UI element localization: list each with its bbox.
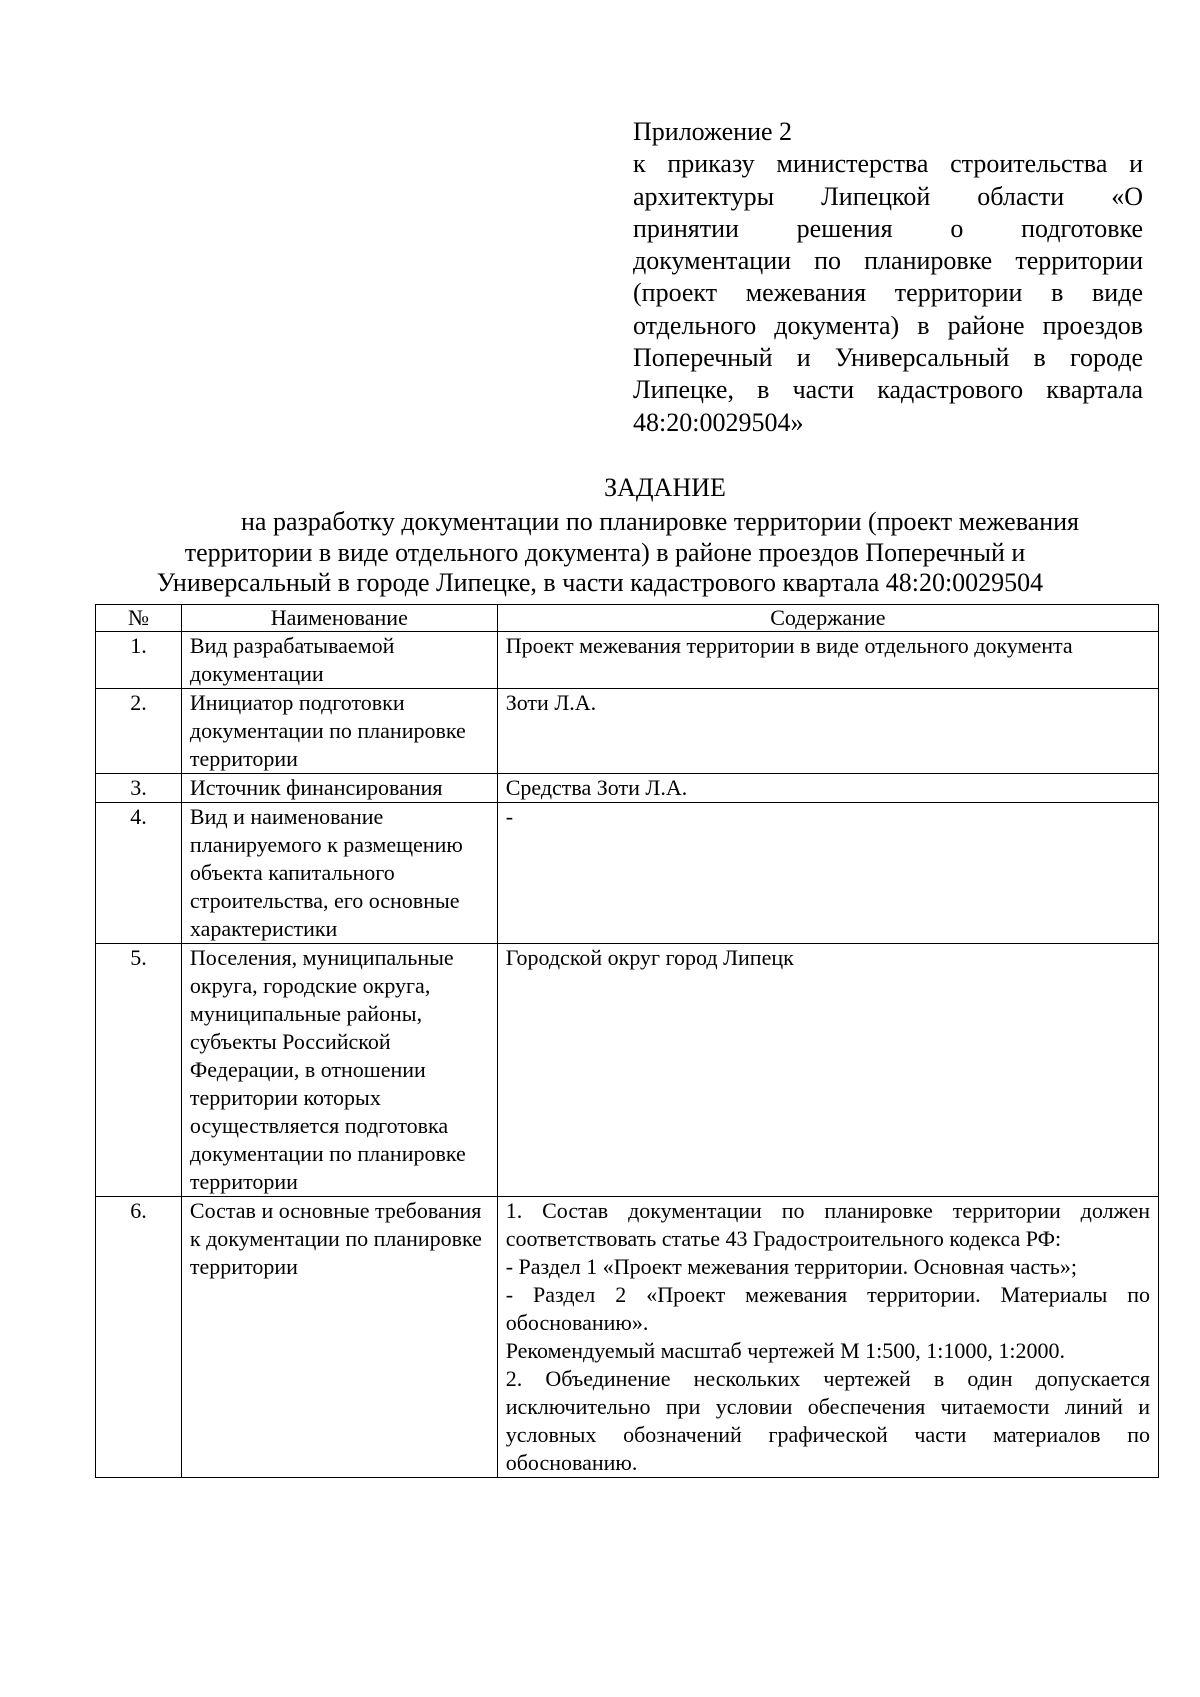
appendix-line: документации по планировке территории [633, 246, 1143, 276]
content-paragraph: Проект межевания территории в виде отдельного документа [505, 633, 1073, 658]
row-content [497, 632, 1158, 689]
row-content [497, 803, 1158, 944]
table-row [96, 944, 1159, 1197]
table-row [96, 689, 1159, 774]
document-title: ЗАДАНИЕ [604, 473, 726, 502]
header-name: Наименование [181, 605, 497, 632]
appendix-line: Поперечный и Универсальный в городе [633, 343, 1143, 373]
subtitle-line: территории в виде отдельного документа) в районе проездов Поперечный и [184, 537, 1026, 567]
row-content [497, 944, 1158, 1197]
appendix-header [633, 116, 1143, 439]
row-name: Поселения, муниципальные округа, городские округа, муниципальные районы, субъекты Российской Федерации, в отношении территории которых осуществляется подготовка документации по планировке территории [181, 944, 497, 1197]
appendix-line: принятии решения о подготовке [633, 213, 1143, 243]
table-row [96, 632, 1159, 689]
row-number: 2. [96, 689, 182, 774]
row-name: Вид и наименование планируемого к размещению объекта капитального строительства, его основные характеристики [181, 803, 497, 944]
row-number: 4. [96, 803, 182, 944]
row-content [497, 1197, 1158, 1478]
content-paragraph: 2. Объединение нескольких чертежей в один допускается исключительно при условии обеспечения читаемости линий и условных обозначений графической части материалов по обоснованию. [505, 1366, 1150, 1475]
appendix-line: (проект межевания территории в виде [633, 278, 1143, 308]
appendix-line: 48:20:0029504» [633, 407, 804, 437]
row-name: Вид разрабатываемой документации [181, 632, 497, 689]
row-name: Состав и основные требования к документации по планировке территории [181, 1197, 497, 1478]
content-paragraph: Зоти Л.А. [505, 690, 597, 715]
appendix-line: отдельного документа) в районе проездов [633, 310, 1143, 340]
row-number: 6. [96, 1197, 182, 1478]
document-subtitle [0, 507, 1200, 599]
content-paragraph: Городской округ город Липецк [505, 945, 794, 970]
appendix-line: к приказу министерства строительства и [633, 149, 1143, 179]
appendix-line: Приложение 2 [633, 117, 793, 146]
table-header-row [96, 605, 1159, 632]
table-row [96, 774, 1159, 803]
content-paragraph: - Раздел 2 «Проект межевания территории. Материалы по обоснованию». [505, 1282, 1150, 1335]
row-content [497, 689, 1158, 774]
row-number: 5. [96, 944, 182, 1197]
row-content [497, 774, 1158, 803]
table-row [96, 803, 1159, 944]
subtitle-line: на разработку документации по планировке территории (проект межевания [241, 507, 1079, 536]
task-table [95, 604, 1159, 1478]
row-name: Источник финансирования [181, 774, 497, 803]
content-paragraph: Рекомендуемый масштаб чертежей М 1:500, 1:1000, 1:2000. [505, 1338, 1066, 1363]
row-name: Инициатор подготовки документации по планировке территории [181, 689, 497, 774]
content-paragraph: - [505, 804, 514, 829]
header-content: Содержание [497, 605, 1158, 632]
content-paragraph: 1. Состав документации по планировке территории должен соответствовать статье 43 Градостроительного кодекса РФ: [505, 1198, 1150, 1251]
appendix-line: Липецке, в части кадастрового квартала [633, 375, 1143, 405]
subtitle-line: Универсальный в городе Липецке, в части кадастрового квартала 48:20:0029504 [156, 568, 1044, 597]
row-number: 3. [96, 774, 182, 803]
header-num: № [96, 605, 182, 632]
appendix-line: архитектуры Липецкой области «О [633, 181, 1143, 211]
table-row [96, 1197, 1159, 1478]
content-paragraph: Средства Зоти Л.А. [505, 775, 688, 800]
content-paragraph: - Раздел 1 «Проект межевания территории. Основная часть»; [505, 1254, 1077, 1279]
row-number: 1. [96, 632, 182, 689]
